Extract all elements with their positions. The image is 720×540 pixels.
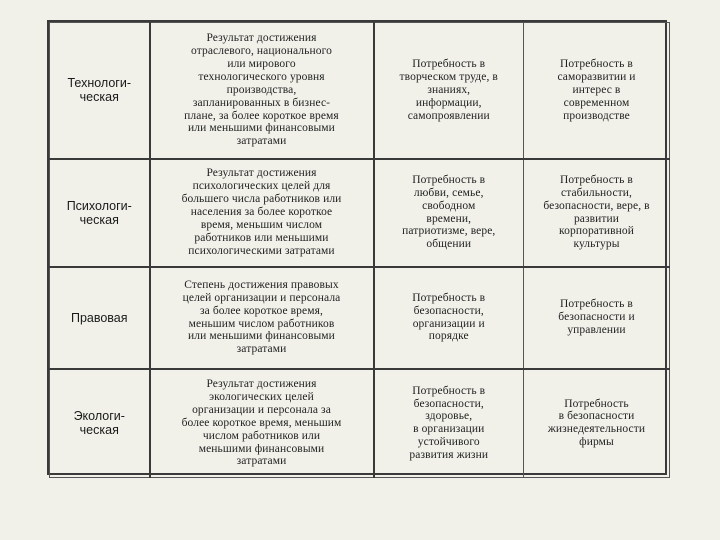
table-row xyxy=(50,23,670,159)
result-cell xyxy=(150,23,374,159)
need-text-secondary: Потребность в безопасности и управлении xyxy=(558,298,635,336)
need-text-primary: Потребность в безопасности, организации и порядке xyxy=(412,291,486,343)
type-label: Экологи- ческая xyxy=(73,409,125,438)
type-label: Технологи- ческая xyxy=(67,76,132,105)
need-cell-primary xyxy=(374,23,524,159)
table-row xyxy=(50,159,670,267)
type-label: Психологи- ческая xyxy=(66,198,132,227)
type-cell xyxy=(50,369,150,478)
need-cell-secondary xyxy=(524,267,670,369)
need-cell-primary xyxy=(374,159,524,267)
result-cell xyxy=(150,159,374,267)
result-text: Результат достижения отраслевого, национального или мирового технологического уровня производства, запланированных в бизнес- плане, за более короткое время или меньшими финансовыми затратами xyxy=(184,32,339,148)
need-text-secondary: Потребность в стабильности, безопасности, вере, в развитии корпоративной культуры xyxy=(543,173,650,251)
need-cell-secondary xyxy=(524,159,670,267)
need-text-primary: Потребность в творческом труде, в знаниях, информации, самопроявлении xyxy=(399,58,498,122)
result-text: Результат достижения психологических целей для большего числа работников или населения за более короткое время, меньшим числом работников или меньшими психологическими затратами xyxy=(181,167,342,257)
need-text-primary: Потребность в безопасности, здоровье, в организации устойчивого развития жизни xyxy=(409,384,489,461)
result-text: Результат достижения экологических целей организации и персонала за более короткое время, меньшим числом работников или меньшими финансовыми затратами xyxy=(181,378,342,468)
need-text-secondary: Потребность в безопасности жизнедеятельности фирмы xyxy=(547,397,646,449)
table-grid xyxy=(49,22,670,478)
table-row xyxy=(50,267,670,369)
type-cell xyxy=(50,267,150,369)
type-cell xyxy=(50,159,150,267)
type-label: Правовая xyxy=(70,310,128,325)
result-cell xyxy=(150,369,374,478)
need-cell-secondary xyxy=(524,369,670,478)
need-cell-primary xyxy=(374,267,524,369)
result-text: Степень достижения правовых целей организации и персонала за более короткое время, меньшим числом работников или меньшими финансовыми затратами xyxy=(182,278,341,356)
efficiency-types-table xyxy=(47,20,667,475)
need-cell-primary xyxy=(374,369,524,478)
need-cell-secondary xyxy=(524,23,670,159)
type-cell xyxy=(50,23,150,159)
need-text-secondary: Потребность в саморазвитии и интерес в современном производстве xyxy=(557,58,636,122)
result-cell xyxy=(150,267,374,369)
need-text-primary: Потребность в любви, семье, свободном времени, патриотизме, вере, общении xyxy=(402,173,496,251)
table-row xyxy=(50,369,670,478)
